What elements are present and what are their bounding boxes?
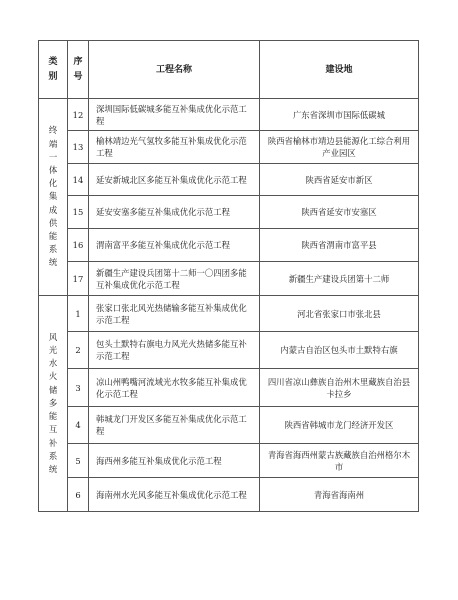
category-cell-multi-energy	[39, 296, 68, 512]
project-name: 深圳国际低碳城多能互补集成优化示范工程	[89, 99, 260, 131]
table-row	[39, 196, 419, 229]
project-name: 凉山州鸭嘴河流域光水牧多能互补集成优化示范工程	[89, 369, 260, 407]
project-location: 广东省深圳市国际低碳城	[260, 99, 419, 131]
row-number: 6	[68, 478, 89, 512]
row-number: 14	[68, 164, 89, 196]
table-row	[39, 296, 419, 332]
project-name: 包头土默特右旗电力风光火热储多能互补示范工程	[89, 332, 260, 369]
row-number: 3	[68, 369, 89, 407]
header-number-text: 序号	[73, 56, 83, 82]
table-row	[39, 131, 419, 164]
table-row	[39, 332, 419, 369]
project-location: 内蒙古自治区包头市土默特右旗	[260, 332, 419, 369]
project-name: 韩城龙门开发区多能互补集成优化示范工程	[89, 407, 260, 444]
project-location: 陕西省延安市安塞区	[260, 196, 419, 229]
project-name: 榆林靖边光气氢牧多能互补集成优化示范工程	[89, 131, 260, 164]
row-number: 2	[68, 332, 89, 369]
header-number	[68, 41, 89, 99]
header-project: 工程名称	[89, 41, 260, 99]
table-header-row	[39, 41, 419, 99]
project-location: 陕西省韩城市龙门经济开发区	[260, 407, 419, 444]
table-row	[39, 369, 419, 407]
project-location: 新疆生产建设兵团第十二师	[260, 262, 419, 296]
project-location: 陕西省延安市新区	[260, 164, 419, 196]
project-location: 陕西省榆林市靖边县能源化工综合利用产业园区	[260, 131, 419, 164]
project-name: 新疆生产建设兵团第十二师一〇四团多能互补集成优化示范工程	[89, 262, 260, 296]
project-location: 陕西省渭南市富平县	[260, 229, 419, 262]
project-name: 延安安塞多能互补集成优化示范工程	[89, 196, 260, 229]
row-number: 1	[68, 296, 89, 332]
project-name: 海南州水光风多能互补集成优化示范工程	[89, 478, 260, 512]
project-location: 青海省海南州	[260, 478, 419, 512]
table-row	[39, 262, 419, 296]
category-label: 风光水火储多能互补系统	[48, 331, 58, 474]
row-number: 16	[68, 229, 89, 262]
row-number: 17	[68, 262, 89, 296]
category-label: 终端一体化集成供能系统	[48, 125, 58, 268]
category-cell-terminal	[39, 99, 68, 296]
header-category	[39, 41, 68, 99]
project-location: 青海省海西州蒙古族藏族自治州格尔木市	[260, 444, 419, 478]
row-number: 4	[68, 407, 89, 444]
row-number: 15	[68, 196, 89, 229]
project-name: 渭南富平多能互补集成优化示范工程	[89, 229, 260, 262]
table-row	[39, 229, 419, 262]
project-table	[38, 40, 419, 512]
row-number: 5	[68, 444, 89, 478]
row-number: 13	[68, 131, 89, 164]
project-name: 张家口张北风光热储输多能互补集成优化示范工程	[89, 296, 260, 332]
table-row	[39, 444, 419, 478]
project-location: 四川省凉山彝族自治州木里藏族自治县卡拉乡	[260, 369, 419, 407]
project-location: 河北省张家口市张北县	[260, 296, 419, 332]
project-name: 海西州多能互补集成优化示范工程	[89, 444, 260, 478]
table-row	[39, 164, 419, 196]
table-row	[39, 99, 419, 131]
header-location: 建设地	[260, 41, 419, 99]
project-name: 延安新城北区多能互补集成优化示范工程	[89, 164, 260, 196]
header-category-text: 类别	[48, 56, 58, 82]
table-row	[39, 478, 419, 512]
table-row	[39, 407, 419, 444]
row-number: 12	[68, 99, 89, 131]
